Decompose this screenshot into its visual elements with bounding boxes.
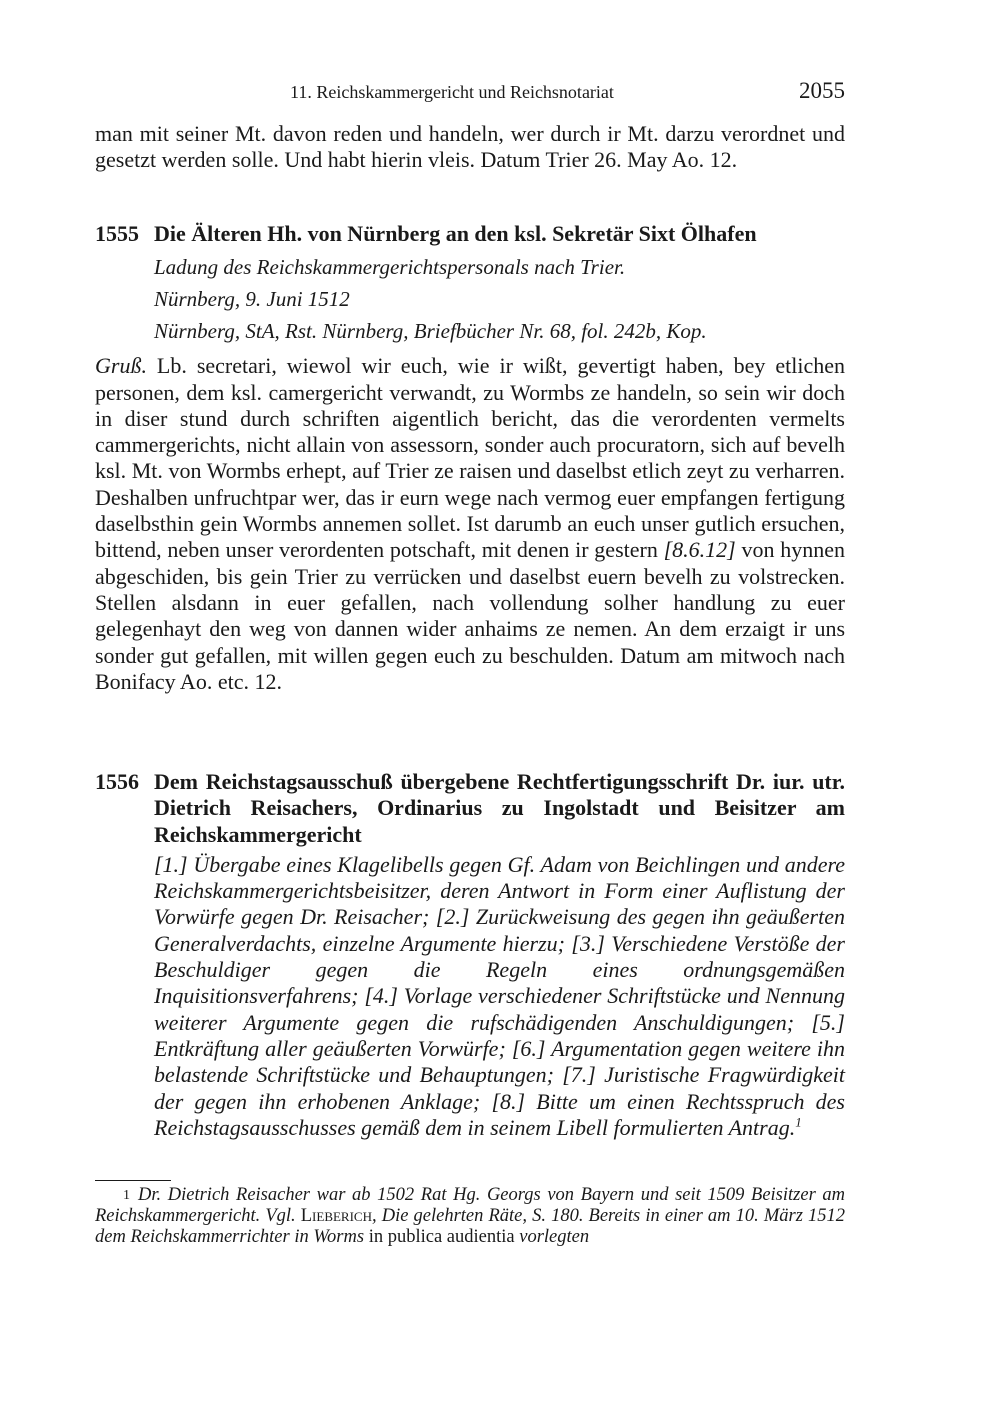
footnote-roman-phrase: in publica audientia bbox=[368, 1227, 515, 1247]
document-heading bbox=[95, 769, 845, 848]
document-number: 1556 bbox=[95, 769, 139, 794]
document-place-date: Nürnberg, 9. Juni 1512 bbox=[154, 287, 350, 312]
footnote-text-part1: Dr. Dietrich Reisacher war ab 1502 Rat Hg. Georgs von Bayern und seit 1509 Beisitzer am Reichskammergericht. Vgl. bbox=[95, 1185, 845, 1226]
letter-greeting: Gruß. bbox=[95, 353, 147, 379]
document-title: Die Älteren Hh. von Nürnberg an den ksl. Sekretär Sixt Ölhafen bbox=[154, 221, 757, 246]
document-heading bbox=[95, 221, 845, 247]
footnote-text-part2: , Die gelehrten Räte, S. 180. Bereits in einer am 10. März 1512 dem Reichskammerrichter in Worms bbox=[95, 1206, 845, 1247]
footnote bbox=[95, 1185, 845, 1248]
footnote-rule bbox=[95, 1180, 171, 1181]
document-1556 bbox=[95, 769, 845, 1141]
letter-text bbox=[95, 353, 845, 695]
page-number: 2055 bbox=[799, 78, 845, 103]
running-head-title: 11. Reichskammergericht und Reichsnotariat bbox=[290, 82, 614, 102]
document-abstract bbox=[154, 852, 845, 1141]
carryover-paragraph: man mit seiner Mt. davon reden und handeln, wer durch ir Mt. darzu verordnet und gesetzt werden solle. Und habt hierin vleis. Datum Trier 26. May Ao. 12. bbox=[95, 121, 845, 173]
document-subject: Ladung des Reichskammergerichtspersonals nach Trier. bbox=[154, 255, 626, 280]
footnote-number: 1 bbox=[123, 1188, 130, 1203]
document-title: Dem Reichstagsausschuß übergebene Rechtfertigungsschrift Dr. iur. utr. Dietrich Reisachers, Ordinarius zu Ingolstadt und Beisitzer am Reichskammergericht bbox=[154, 769, 845, 847]
letter-text-part2: von hynnen abgeschiden, bis gein Trier zu verrücken und daselbst euern bevelh zu volstrecken. Stellen alsdann in euer gefallen, nach vollendung solher handlung zu euer gelegenhayt den weg von dannen wider anhaims ze nemen. An dem erzaigt ir uns sonder gut gefallen, mit willen gegen euch zu beschulden. Datum am mitwoch nach Bonifacy Ao. etc. 12. bbox=[95, 537, 845, 694]
document-1555 bbox=[95, 221, 845, 695]
footnote-author: Lieberich bbox=[300, 1206, 372, 1226]
letter-text-part1: Lb. secretari, wiewol wir euch, wie ir wißt, gevertigt haben, bey etlichen personen, dem ksl. camergericht verwandt, zu Wormbs ze handeln, so sein wir doch in diser stund durch schriften aigentlich bericht, das die verordenten vermelts cammergerichts, nicht allain von assessorn, sonder auch procuratorn, sich auf bevelh ksl. Mt. von Wormbs erhept, auf Trier ze raisen und daselbst etlich zeyt zu verharren. Deshalben unfruchtpar wer, das ir eurn wege nach vermog euer empfangen fertigung daselbsthin gein Wormbs annemen sollet. Ist darumb an euch unser gutlich ersuchen, bittend, neben unser verordenten potschaft, mit denen ir gestern bbox=[95, 353, 845, 563]
running-head bbox=[95, 78, 845, 108]
document-source: Nürnberg, StA, Rst. Nürnberg, Briefbücher Nr. 68, fol. 242b, Kop. bbox=[154, 319, 707, 344]
footnote-text-part3: vorlegten bbox=[514, 1227, 590, 1247]
footnote-reference[interactable]: 1 bbox=[795, 1114, 802, 1130]
abstract-text: [1.] Übergabe eines Klagelibells gegen Gf. Adam von Beichlingen und andere Reichskammergerichtsbeisitzer, deren Antwort in Form einer Auflistung der Vorwürfe gegen Dr. Reisacher; [2.] Zurückweisung des gegen ihn geäußerten Generalverdachts, einzelne Argumente hierzu; [3.] Verschiedene Verstöße der Beschuldiger gegen die Regeln eines ordnungsgemäßen Inquisitionsverfahrens; [4.] Vorlage verschiedener Schriftstücke und Nennung weiterer Argumente gegen die rufschädigenden Anschuldigungen; [5.] Entkräftung aller geäußerten Vorwürfe; [6.] Argumentation gegen weitere ihn belastende Schriftstücke und Behauptungen; [7.] Juristische Fragwürdigkeit der gegen ihn erhobenen Anklage; [8.] Bitte um einen Rechtsspruch des Reichstagsausschusses gemäß dem in seinem Libell formulierten Antrag. bbox=[154, 851, 845, 1140]
document-number: 1555 bbox=[95, 221, 139, 246]
editorial-date-note: [8.6.12] bbox=[663, 537, 736, 563]
